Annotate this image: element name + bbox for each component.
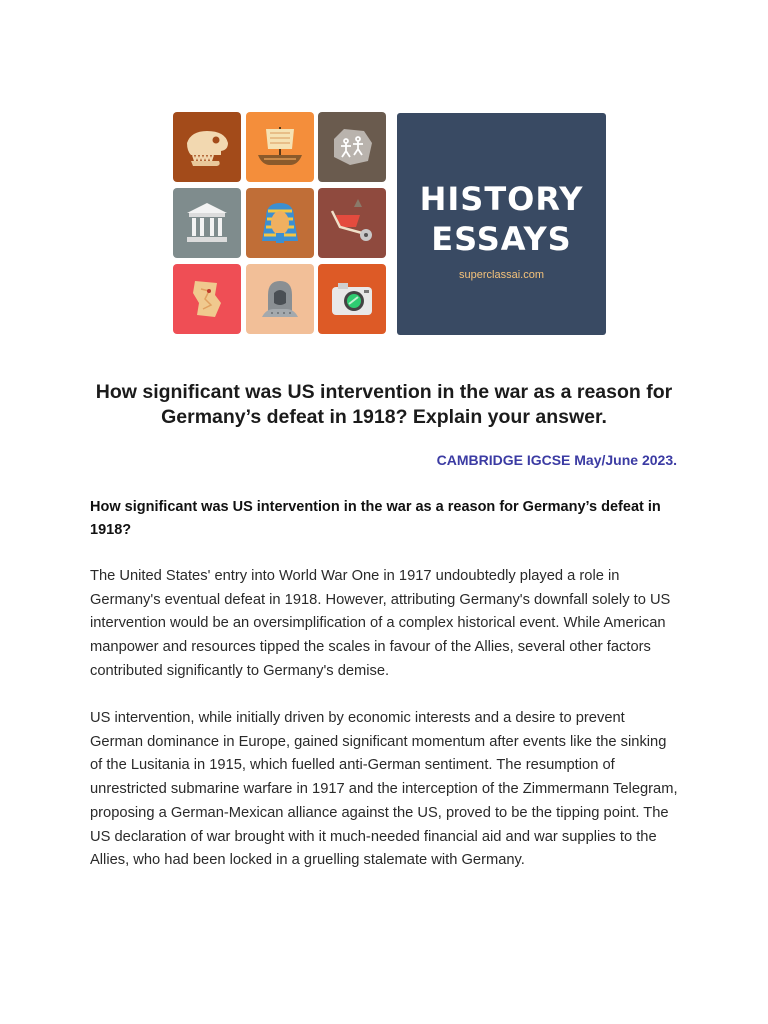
exam-source: CAMBRIDGE IGCSE May/June 2023. <box>436 452 677 468</box>
paragraph-1: The United States' entry into World War One in 1917 undoubtedly played a role in Germany's eventual defeat in 1918. However, attributing Germany's downfall solely to US intervention would be an oversimplification of a complex historical event. While American manpower and resources tipped the scales in favour of the Allies, several other factors contributed significantly to Germany's demise. <box>90 568 671 679</box>
brand-title-line2: ESSAYS <box>431 220 572 258</box>
cave-painting-icon <box>318 112 386 182</box>
paragraph-2: US intervention, while initially driven by economic interests and a desire to prevent German dominance in Europe, gained significant momentum after events like the sinking of the Lusitania in 1915, which fuelled anti-German sentiment. The resumption of unrestricted submarine warfare in 1917 and the interception of the Zimmermann Telegram, proposing a German-Mexican alliance against the US, proved to be the tipping point. The US declaration of war brought with it much-needed financial aid and war supplies to the Allies, who had been locked in a gruelling stalemate with Germany. <box>90 710 678 869</box>
pharaoh-mask-icon <box>246 188 314 258</box>
wheelbarrow-icon <box>318 188 386 258</box>
brand-title-line1: HISTORY <box>419 180 584 218</box>
brand-panel <box>397 113 606 335</box>
brand-site: superclassai.com <box>459 269 544 281</box>
dinosaur-skull-icon <box>173 112 241 182</box>
knight-helmet-icon <box>246 264 314 334</box>
history-essays-banner <box>172 111 606 335</box>
classical-temple-icon <box>173 188 241 258</box>
ancient-map-icon <box>173 264 241 334</box>
essay-question: How significant was US intervention in the war as a reason for Germany’s defeat in 1918? <box>90 499 661 538</box>
page-title: How significant was US intervention in the war as a reason for Germany’s defeat in 1918? Explain your answer. <box>95 381 673 428</box>
camera-icon <box>318 264 386 334</box>
viking-ship-icon <box>246 112 314 182</box>
